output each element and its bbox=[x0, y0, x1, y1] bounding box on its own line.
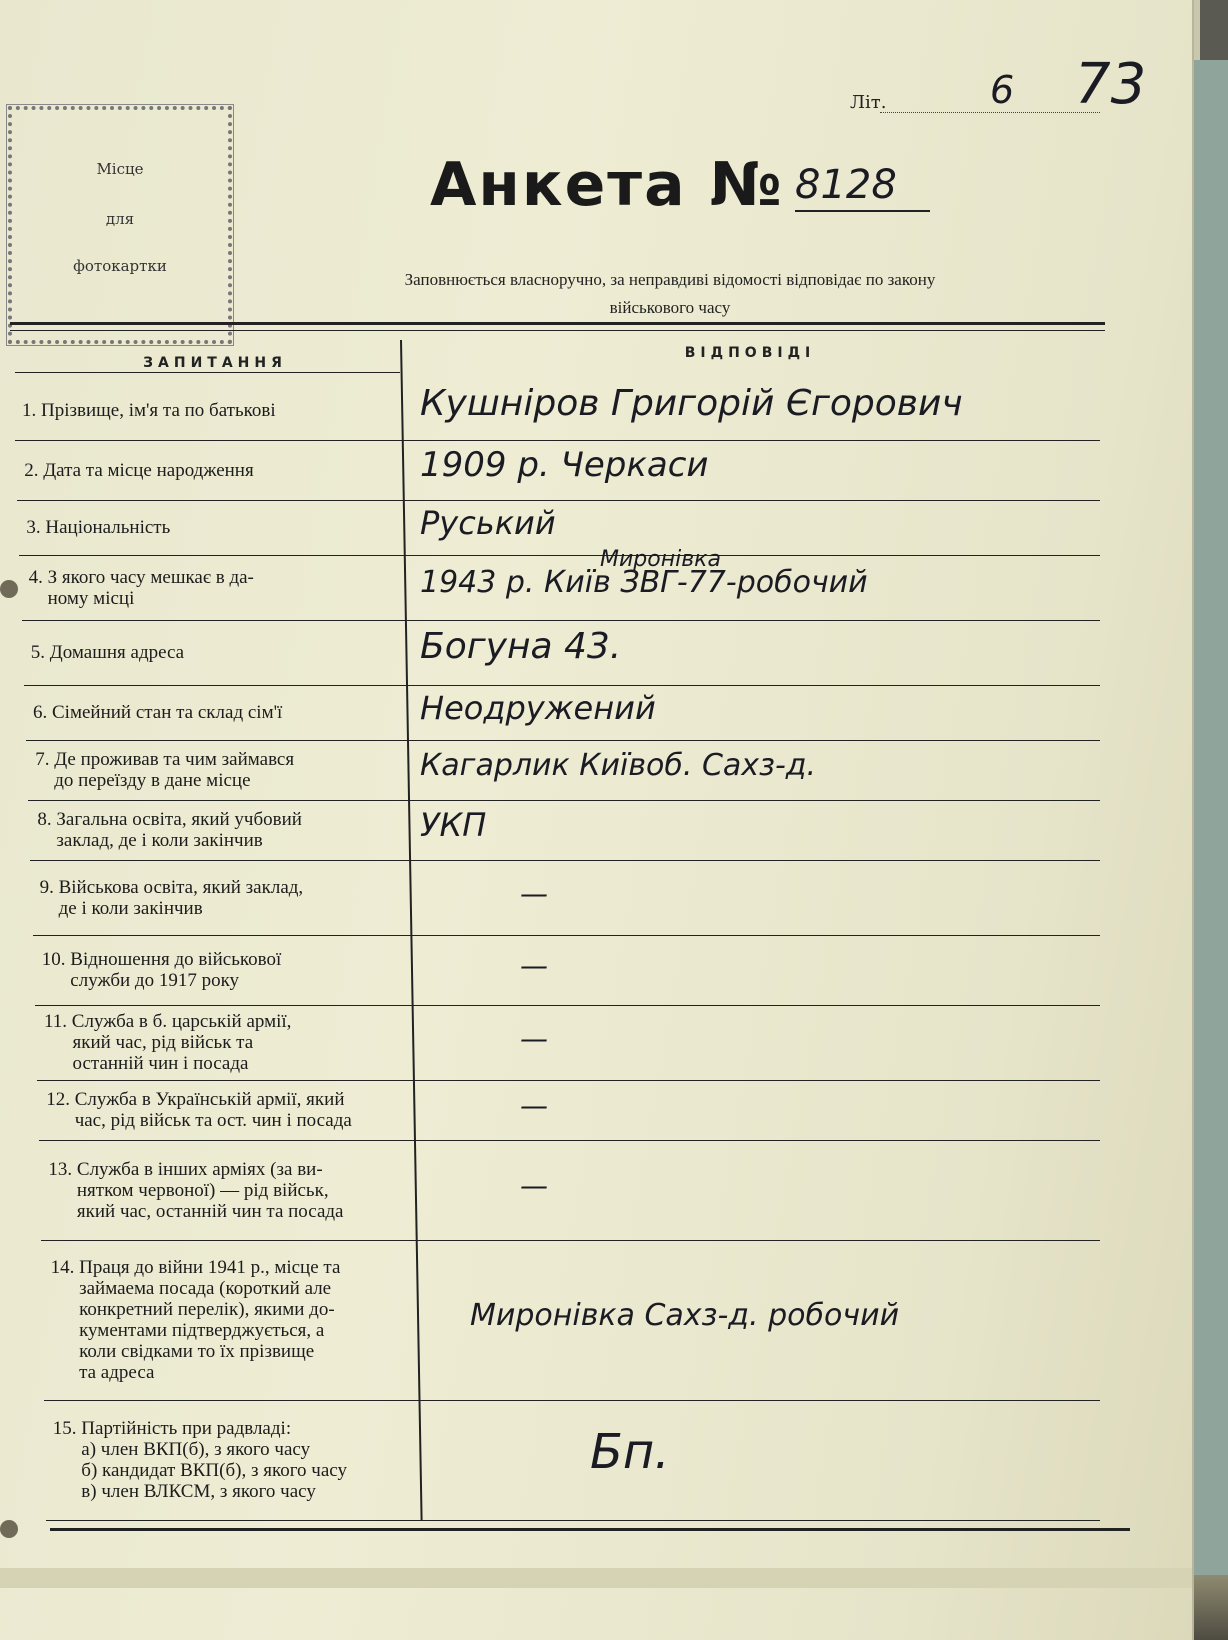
question-line: 2. Дата та місце народження bbox=[24, 459, 254, 481]
form-number-line bbox=[795, 210, 930, 212]
row-separator bbox=[33, 935, 1100, 936]
handwritten-answer: Руський bbox=[420, 503, 556, 542]
handwritten-answer: Бп. bbox=[590, 1424, 670, 1480]
sheet-number-line bbox=[880, 112, 1100, 113]
handwritten-answer: Богуна 43. bbox=[420, 625, 622, 667]
photo-label-2: для bbox=[105, 210, 135, 228]
bottom-paper-edge bbox=[0, 1568, 1192, 1588]
sheet-label: Літ. bbox=[850, 92, 887, 113]
row-separator bbox=[17, 500, 1100, 501]
row-separator bbox=[39, 1140, 1100, 1141]
row-separator bbox=[24, 685, 1100, 686]
questions-header: ЗАПИТАННЯ bbox=[143, 355, 287, 371]
row-separator bbox=[44, 1400, 1100, 1401]
handwritten-answer: Кагарлик Київоб. Сахз-д. bbox=[420, 747, 817, 783]
question-line: ному місці bbox=[28, 587, 135, 609]
question-text bbox=[42, 949, 282, 991]
handwritten-answer: — bbox=[520, 949, 548, 982]
table-top-rule bbox=[10, 322, 1105, 325]
question-line: останній чин і посада bbox=[44, 1053, 249, 1074]
question-text bbox=[40, 877, 304, 919]
row-separator bbox=[30, 860, 1100, 861]
subtitle-line-2: військового часу bbox=[609, 298, 731, 317]
row-separator bbox=[26, 740, 1100, 741]
handwritten-answer: Миронівка Сахз-д. робочий bbox=[470, 1297, 900, 1333]
handwritten-answer: — bbox=[520, 1021, 548, 1055]
binding-hole bbox=[0, 580, 18, 598]
handwritten-answer: — bbox=[520, 1169, 548, 1202]
table-bottom-rule bbox=[50, 1528, 1130, 1531]
handwritten-answer: 1943 р. Київ ЗВГ-77-робочий bbox=[420, 565, 868, 600]
question-text bbox=[35, 749, 294, 791]
question-line: коли свідками то їх прізвище bbox=[50, 1341, 315, 1362]
binding-hole bbox=[0, 1520, 18, 1538]
handwritten-answer: — bbox=[520, 1089, 548, 1122]
question-line: 12. Служба в Українській армії, який bbox=[46, 1089, 345, 1110]
row-separator bbox=[22, 620, 1100, 621]
question-text bbox=[48, 1159, 343, 1222]
question-line: 7. Де проживав та чим займався bbox=[35, 749, 295, 770]
question-line: час, рід військ та ост. чин і посада bbox=[46, 1110, 352, 1131]
handwritten-answer: — bbox=[520, 876, 548, 910]
row-separator bbox=[37, 1080, 1100, 1081]
question-text bbox=[46, 1089, 352, 1131]
row-separator bbox=[15, 440, 1100, 441]
question-line: 15. Партійність при радвладі: bbox=[52, 1418, 292, 1439]
question-line: який час, рід військ та bbox=[44, 1032, 254, 1053]
answers-header: ВІДПОВІДІ bbox=[684, 345, 816, 361]
question-line: в) член ВЛКСМ, з якого часу bbox=[52, 1481, 316, 1502]
row-separator bbox=[46, 1520, 1100, 1521]
row-separator bbox=[35, 1005, 1100, 1006]
question-line: 1. Прізвище, ім'я та по батькові bbox=[22, 399, 276, 421]
question-line: займаема посада (короткий але bbox=[50, 1278, 332, 1299]
question-line: 9. Військова освіта, який заклад, bbox=[39, 876, 304, 898]
question-text bbox=[24, 460, 254, 481]
question-line: 6. Сімейний стан та склад сім'ї bbox=[33, 702, 283, 723]
question-line: 14. Праця до війни 1941 р., місце та bbox=[50, 1257, 341, 1278]
question-line: служби до 1917 року bbox=[41, 970, 240, 991]
question-line: 8. Загальна освіта, який учбовий bbox=[37, 809, 302, 830]
question-text bbox=[22, 400, 276, 421]
question-text bbox=[51, 1257, 341, 1383]
table-top-rule-2 bbox=[10, 330, 1105, 331]
question-text bbox=[29, 567, 254, 609]
subtitle-line-1: Заповнюється власноручно, за неправдиві відомості відповідає по закону bbox=[404, 270, 936, 289]
row-separator bbox=[41, 1240, 1100, 1241]
question-line: та адреса bbox=[50, 1362, 155, 1383]
photo-placeholder bbox=[6, 104, 234, 346]
form-number: 8128 bbox=[795, 162, 897, 208]
handwritten-answer-extra: Миронівка bbox=[600, 547, 721, 572]
photo-label-1: Місце bbox=[96, 160, 144, 178]
question-line: б) кандидат ВКП(б), з якого часу bbox=[52, 1460, 347, 1481]
question-line: 11. Служба в б. царській армії, bbox=[44, 1011, 292, 1032]
handwritten-answer: УКП bbox=[420, 806, 487, 844]
question-line: який час, останній чин та посада bbox=[48, 1200, 344, 1222]
sheet-number-handwritten-1: 6 bbox=[990, 68, 1015, 112]
question-line: заклад, де і коли закінчив bbox=[37, 830, 263, 851]
handwritten-answer: 1909 р. Черкаси bbox=[420, 444, 709, 485]
question-line: а) член ВКП(б), з якого часу bbox=[52, 1439, 311, 1460]
question-text bbox=[26, 517, 170, 538]
form-title: Анкета № bbox=[430, 150, 784, 220]
question-line: кументами підтверджується, а bbox=[50, 1320, 325, 1341]
question-line: 5. Домашня адреса bbox=[30, 642, 185, 663]
question-line: 10. Відношення до військової bbox=[41, 949, 282, 970]
question-line: 4. З якого часу мешкає в да- bbox=[28, 566, 254, 588]
handwritten-answer: Кушніров Григорій Єгорович bbox=[420, 383, 963, 424]
question-line: 13. Служба в інших арміях (за ви- bbox=[48, 1158, 323, 1180]
question-text bbox=[37, 809, 302, 851]
row-separator bbox=[19, 555, 1100, 556]
question-line: нятком червоної) — рід військ, bbox=[48, 1179, 329, 1201]
question-text bbox=[44, 1011, 291, 1074]
row-separator bbox=[28, 800, 1100, 801]
question-text bbox=[53, 1418, 347, 1502]
question-line: де і коли закінчив bbox=[39, 897, 203, 919]
question-line: 3. Національність bbox=[26, 517, 171, 538]
handwritten-answer: Неодружений bbox=[420, 688, 656, 727]
question-text bbox=[31, 642, 184, 663]
form-subtitle bbox=[255, 266, 1085, 322]
sheet-number-handwritten-2: 73 bbox=[1075, 52, 1147, 117]
photo-label-3: фотокартки bbox=[73, 257, 167, 275]
question-line: конкретний перелік), якими до- bbox=[50, 1299, 335, 1320]
green-folder-edge bbox=[1188, 60, 1228, 1640]
header-underline bbox=[15, 372, 400, 373]
question-text bbox=[33, 702, 282, 723]
question-line: до переїзду в дане місце bbox=[35, 770, 251, 791]
